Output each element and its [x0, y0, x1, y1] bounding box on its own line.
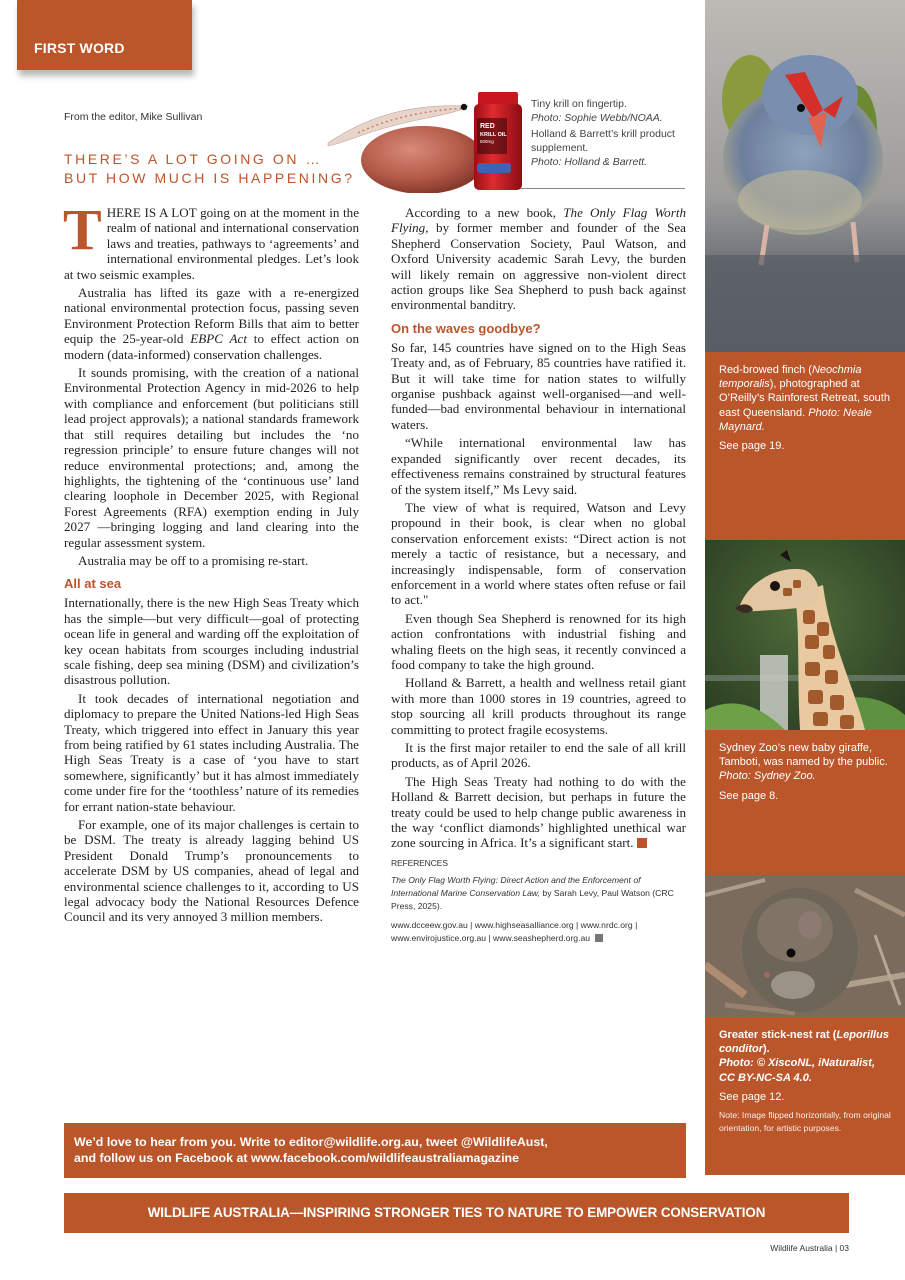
footer-tagline-band [64, 1193, 849, 1233]
baby-giraffe-photo [705, 540, 905, 730]
red-browed-finch-photo [705, 0, 905, 352]
caption-divider [520, 188, 685, 189]
reference-links[interactable]: www.dcceew.gov.au | www.highseasalliance.org | www.nrdc.org | www.envirojustice.org.au | www.seashepherd.org.au [391, 919, 638, 943]
paragraph: “While international environmental law has expanded significantly over recent decades, its effectiveness remains constrained by structural features of the system itself,” Ms Levy said. [391, 435, 686, 497]
cta-line-2[interactable]: and follow us on Facebook at www.facebook.com/wildlifeaustraliamagazine [74, 1151, 520, 1165]
paragraph: The view of what is required, Watson and Levy propound in their book, is clear when no global conservation enforcement exists: “Direct action is not merely a tactic of resistance, but a necessary, and increasingly indispensable, form of conservation enforcement in a world where states often refuse or fail to act." [391, 499, 686, 608]
svg-text:500mg: 500mg [480, 139, 494, 144]
paragraph: According to a new book, The Only Flag Worth Flying, by former member and founder of the Sea Shepherd Conservation Society, Paul Watson, and Oxford University academic Sarah Levy, the burden will likely remain on aggressive non-violent direct action groups like Sea Shepherd to push back against environmental banditry. [391, 205, 686, 313]
paragraph: So far, 145 countries have signed on to the High Seas Treaty and, as of February, 85 countries have ratified it. But it will take time for nation states to wilfully organise pushback against well-organised—and well-funded—bad environmental behaviour in international waters. [391, 339, 686, 432]
paragraph: It is the first major retailer to end the sale of all krill products, as of April 2026. [391, 740, 686, 771]
footer-tagline: WILDLIFE AUSTRALIA—INSPIRING STRONGER TIES TO NATURE TO EMPOWER CONSERVATION [147, 1205, 766, 1220]
product-caption-text: Holland & Barrett’s krill product supplement. [531, 128, 675, 154]
contact-call-to-action [64, 1123, 686, 1178]
krill-and-bottle-image [318, 88, 523, 193]
svg-text:RED: RED [480, 123, 495, 130]
paragraph: Australia has lifted its gaze with a re-energized national environmental protection focus, passing seven Environment Protection Reform Bills that aim to better equip the 25-year-old EBPC Act to effect action on modern (data-informed) conservation challenges. [64, 285, 359, 362]
stick-nest-rat-photo [705, 875, 905, 1017]
paragraph: THERE IS A LOT going on at the moment in the realm of national and international conservation laws and treaties, pathways to ‘agreements’ and international environmental pledges. Let’s look at two seismic examples. [63, 197, 360, 282]
subheading-waves-goodbye: On the waves goodbye? [391, 320, 541, 336]
see-page-link[interactable]: See page 8. [719, 789, 779, 802]
paragraph: Australia may be off to a promising re-start. [78, 552, 309, 568]
paragraph: The High Seas Treaty had nothing to do with the Holland & Barrett decision, but perhaps in future the treaty could be used to help change public awareness in the way ‘conflict diamonds’ highlighted unethical war zone sourcing in Africa. It’s a significant start. [391, 773, 686, 851]
image-note: Note: Image flipped horizontally, from original orientation, for artistic purposes. [719, 1110, 891, 1134]
drop-cap: T [63, 197, 102, 262]
paragraph: For example, one of its major challenges is certain to be DSM. The treaty is already lagging behind US President Donald Trump’s pronouncements to accelerate DSM by US companies, ahead of legal and environmental science challenges to it, according to US legal advocacy body the National Resources Defence Council and its very annoyed 3 million members. [64, 817, 359, 925]
article-column-1 [63, 197, 360, 928]
product-caption-credit: Photo: Holland & Barrett. [531, 156, 648, 168]
references [391, 857, 686, 945]
end-mark-icon [595, 934, 603, 942]
giraffe-caption: Sydney Zoo’s new baby giraffe, Tamboti, was named by the public. Photo: Sydney Zoo. See page 8. [705, 730, 905, 875]
page-number: Wildlife Australia | 03 [770, 1243, 849, 1253]
byline: From the editor, Mike Sullivan [64, 111, 203, 123]
krill-image-caption [531, 97, 691, 171]
reference-book: The Only Flag Worth Flying: Direct Action and the Enforcement of International Marine Conservation Law, by Sarah Levy, Paul Watson (CRC Press, 2025). [391, 874, 674, 911]
cta-line-1[interactable]: We’d love to hear from you. Write to editor@wildlife.org.au, tweet @WildlifeAust, [74, 1135, 548, 1149]
photo-sidebar [705, 0, 905, 1175]
subheading-all-at-sea: All at sea [64, 576, 122, 592]
headline-line-1: THERE’S A LOT GOING ON … [64, 151, 323, 167]
rat-caption: Greater stick-nest rat (Leporillus conditor). Photo: © XiscoNL, iNaturalist, CC BY-NC-SA 4.0. See page 12. Note: Image flipped horizontally, from original orientation, for artistic purposes. [705, 1017, 905, 1175]
krill-caption-credit: Photo: Sophie Webb/NOAA. [531, 112, 663, 124]
references-title: REFERENCES [391, 857, 448, 868]
paragraph: It took decades of international negotiation and diplomacy to prepare the United Nations-led High Seas Treaty, which triggered into effect in January this year from being ratified by 61 states including Australia. The High Seas Treaty is a case of ‘you have to start somewhere, significantly’ but it has almost immediately come under fire for the ‘toothless’ nature of its remedies for errant nation-state behaviour. [64, 690, 359, 814]
see-page-link[interactable]: See page 12. [719, 1090, 785, 1103]
finch-caption: Red-browed finch (Neochmia temporalis), photographed at O’Reilly’s Rainforest Retreat, south east Queensland. Photo: Neale Maynard. See page 19. [705, 352, 905, 540]
article-column-2 [391, 205, 686, 945]
svg-text:KRILL OIL: KRILL OIL [480, 132, 507, 138]
krill-caption-text: Tiny krill on fingertip. [531, 98, 627, 110]
paragraph: It sounds promising, with the creation of a national Environmental Protection Agency in mid-2026 to help with compliance and enforcement (but politicians still lead project approvals); a national standards framework that still requires detailing but includes the ‘no regression principle’ to ensure future changes will not reduce environmental protections; and, among the highlights, the tightening of the ‘continuous use’ land clearing loophole in December 2025, with Regional Forest Agreements (RFA) exemption ending in July 2027 —bringing logging and land clearing into the regular assessment system. [64, 365, 359, 550]
see-page-link[interactable]: See page 19. [719, 440, 785, 453]
section-tab-label: FIRST WORD [34, 40, 125, 56]
section-tab [17, 0, 192, 70]
end-mark-icon [637, 838, 647, 848]
headline-line-2: BUT HOW MUCH IS HAPPENING? [64, 170, 355, 186]
paragraph: Internationally, there is the new High Seas Treaty which has the simple—but very difficult—goal of protecting ocean life in general and warding off the exploitation of key ocean habitats from scourges including industrial scale fishing, deep sea mining (DSM) and civilization’s disastrous pollution. [64, 595, 359, 688]
paragraph: Holland & Barrett, a health and wellness retail giant with more than 1000 stores in 19 countries, agreed to stop sourcing all krill products throughout its range committing to protect fragile ecosystems. [391, 675, 686, 737]
paragraph: Even though Sea Shepherd is renowned for its high action confrontations with industrial fishing and whaling fleets on the high seas, it recently convinced a food company to take the high ground. [391, 610, 686, 672]
